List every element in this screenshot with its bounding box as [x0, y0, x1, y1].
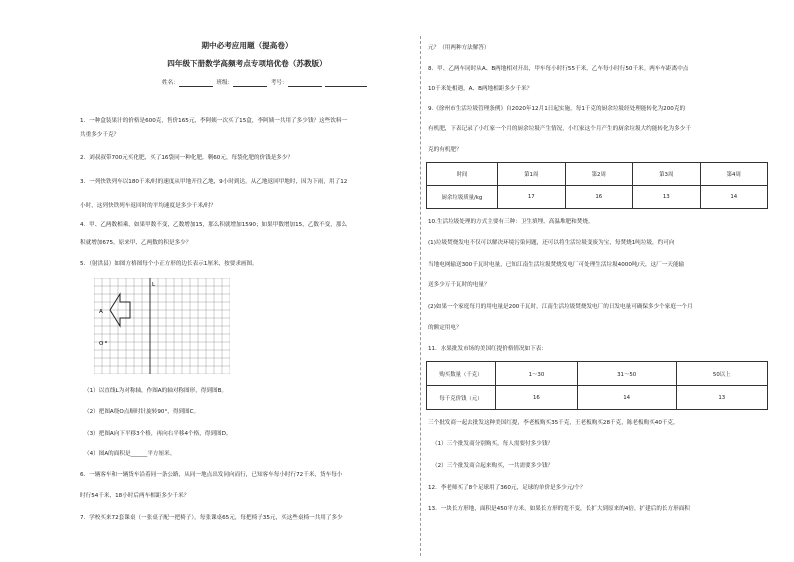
q7-line1: 7．学校买来72套课桌（一张桌子配一把椅子），每张课桌65元，每把椅子35元，买这些桌椅一共用了多少 [80, 515, 343, 521]
q9-line1: 9.《徐州市生活垃圾管理条例》自2020年12月1日起实施，每1千克的厨余垃圾经处理能转化为200克的 [428, 106, 686, 112]
q10-line3: 当地电网输送300千瓦时电量，已知江南生活垃圾焚烧发电厂可处理生活垃圾4000吨/天，这厂一天能输 [428, 262, 685, 268]
q1-line1: 1．一种盒装果汁的价格是600克，售价165元，李阿姨一次买了15盒，李阿姨一共用了多少钱？这些饮料一 [80, 118, 347, 124]
table1-header: 时间 [427, 163, 498, 186]
q9-line3: 克的有机肥？ [428, 147, 462, 153]
exam-number-blank[interactable] [288, 80, 322, 87]
table2-cell: 16 [496, 386, 578, 410]
table1-cell: 14 [700, 186, 768, 209]
price-table [426, 361, 768, 410]
table2-header: 31～50 [577, 362, 676, 386]
q10-line5: (2)如果一个家庭每月的用电量是200千瓦时，江南生活垃圾焚烧发电厂的日发电量可确保多少个家庭一个月 [428, 304, 693, 310]
q7-continued: 元？（用两种方法解答） [428, 45, 490, 51]
q12-line1: 12．李老师买了8个足球用了360元，足球的单价是多少元/个？ [428, 485, 586, 491]
q5-item2: （2）把图A绕O点顺时针旋转90°，得到图C。 [84, 409, 200, 415]
q2-line1: 2．刘叔叔带700元买化肥，买了16袋同一种化肥，剩60元，每袋化肥的价钱是多少？ [80, 155, 294, 161]
label-a: A [99, 309, 103, 315]
table1-cell: 17 [498, 186, 566, 209]
q5-grid-figure [94, 278, 230, 374]
class-blank[interactable] [233, 80, 267, 87]
table1-cell: 13 [633, 186, 701, 209]
table1-row-label: 厨余垃圾质量/kg [427, 186, 498, 209]
table1-header: 第4周 [700, 163, 768, 186]
q5-item4: （4）图A的面积是______平方厘米。 [84, 451, 176, 457]
table1-header: 第1周 [498, 163, 566, 186]
table2-header: 1～30 [496, 362, 578, 386]
point-o [105, 341, 107, 343]
paper-subtitle: 四年级下册数学高频考点专项培优卷（苏教版） [167, 59, 327, 68]
q11-sub1: （1）三个批发商分别购买，每人需要付多少钱？ [432, 441, 554, 447]
q10-line4: 送多少万千瓦时的电量？ [428, 282, 490, 288]
waste-table [426, 162, 768, 209]
name-label: 姓名： [162, 80, 179, 86]
q11-sub2: （2）三个批发商合起来购买，一共需要多少钱？ [432, 463, 554, 469]
q4-line1: 4．甲、乙两数相乘，如果甲数不变，乙数增加15，那么积就增加1590；如果甲数增加15，乙数不变，那么 [80, 222, 347, 228]
q3-line2: 小时，这列快铁列车返回时的平均速度是多少千米/时？ [80, 203, 217, 209]
q10-line1: 10.生活垃圾处理的方式主要有三种：卫生填埋、高温堆肥和焚烧。 [428, 219, 594, 225]
table2-header: 50以上 [676, 362, 768, 386]
table1-header: 第3周 [633, 163, 701, 186]
table2-header: 购买数量（千克） [427, 362, 496, 386]
table1-cell: 16 [565, 186, 633, 209]
q13-line1: 13．一块长方形地，面积是450平方米，如果长方形的宽不变，长扩大到原来的4倍，扩建后的长方形面积 [428, 506, 690, 512]
q5-item1: （1）以直线L为对称轴，作图A的轴对称图形，得到图B。 [84, 388, 227, 394]
table2-cell: 14 [577, 386, 676, 410]
table2-cell: 13 [676, 386, 768, 410]
table2-row-label: 每千克价钱（元） [427, 386, 496, 410]
right-column [424, 0, 769, 562]
q11-line2: 三个批发商一起去批发这种美国红提，李老板购买35千克，王老板购买28千克，陈老板购买40千克。 [428, 420, 679, 426]
q8-line2: 10千米处相遇，A、B两地相距多少千米？ [428, 86, 533, 92]
extra-blank[interactable] [325, 80, 367, 87]
column-divider [420, 36, 421, 556]
q5-line1: 5．（射洪县）如图方格图每个小正方形的边长表示1厘米，按要求画图。 [80, 261, 258, 267]
q3-line1: 3．一列快铁列车以180千米/时的速度从甲地开往乙地，9小时到达。从乙地返回甲地时，因为下雨，用了12 [80, 179, 348, 185]
label-o: O [99, 341, 104, 347]
class-label: 班级： [216, 80, 234, 86]
q11-line1: 11．水果批发市场的美国红提价格情况如下表： [428, 346, 547, 352]
q6-line2: 时行54千米，18小时后两车相距多少千米？ [80, 493, 190, 499]
q5-item3: （3）把图A向下平移3个格，再向右平移4个格，得到图D。 [84, 431, 232, 437]
q6-line1: 6．一辆客车和一辆货车沿着同一条公路，从同一地点出发同向而行，已知客车每小时行72千米，货车每小 [80, 472, 343, 478]
left-column [74, 0, 420, 562]
q10-line6: 的额定用电？ [428, 325, 462, 331]
q9-line2: 有机肥，下表记录了小红家一个月的厨余垃圾产生情况，小红家这个月产生的厨余垃圾大约能转化为多少千 [428, 126, 691, 132]
name-blank[interactable] [179, 80, 213, 87]
student-info-row [162, 80, 367, 87]
q10-line2: (1)垃圾焚烧发电不仅可以解决环境污染问题，还可以将生活垃圾变废为宝，每焚烧1吨垃圾，约可向 [428, 240, 675, 246]
q1-line2: 共重多少千克？ [80, 132, 120, 138]
label-l: L [152, 282, 156, 288]
paper-title: 期中必考应用题（提高卷） [201, 41, 293, 50]
table1-header: 第2周 [565, 163, 633, 186]
exam-number-label: 考号： [270, 80, 288, 86]
q8-line1: 8．甲、乙两车同时从A、B两地相对开出，甲车每小时行55千米，乙车每小时行50千米。两车车距离中点 [428, 66, 689, 72]
q4-line2: 积就增加675。原来甲、乙两数的积是多少？ [80, 240, 192, 246]
